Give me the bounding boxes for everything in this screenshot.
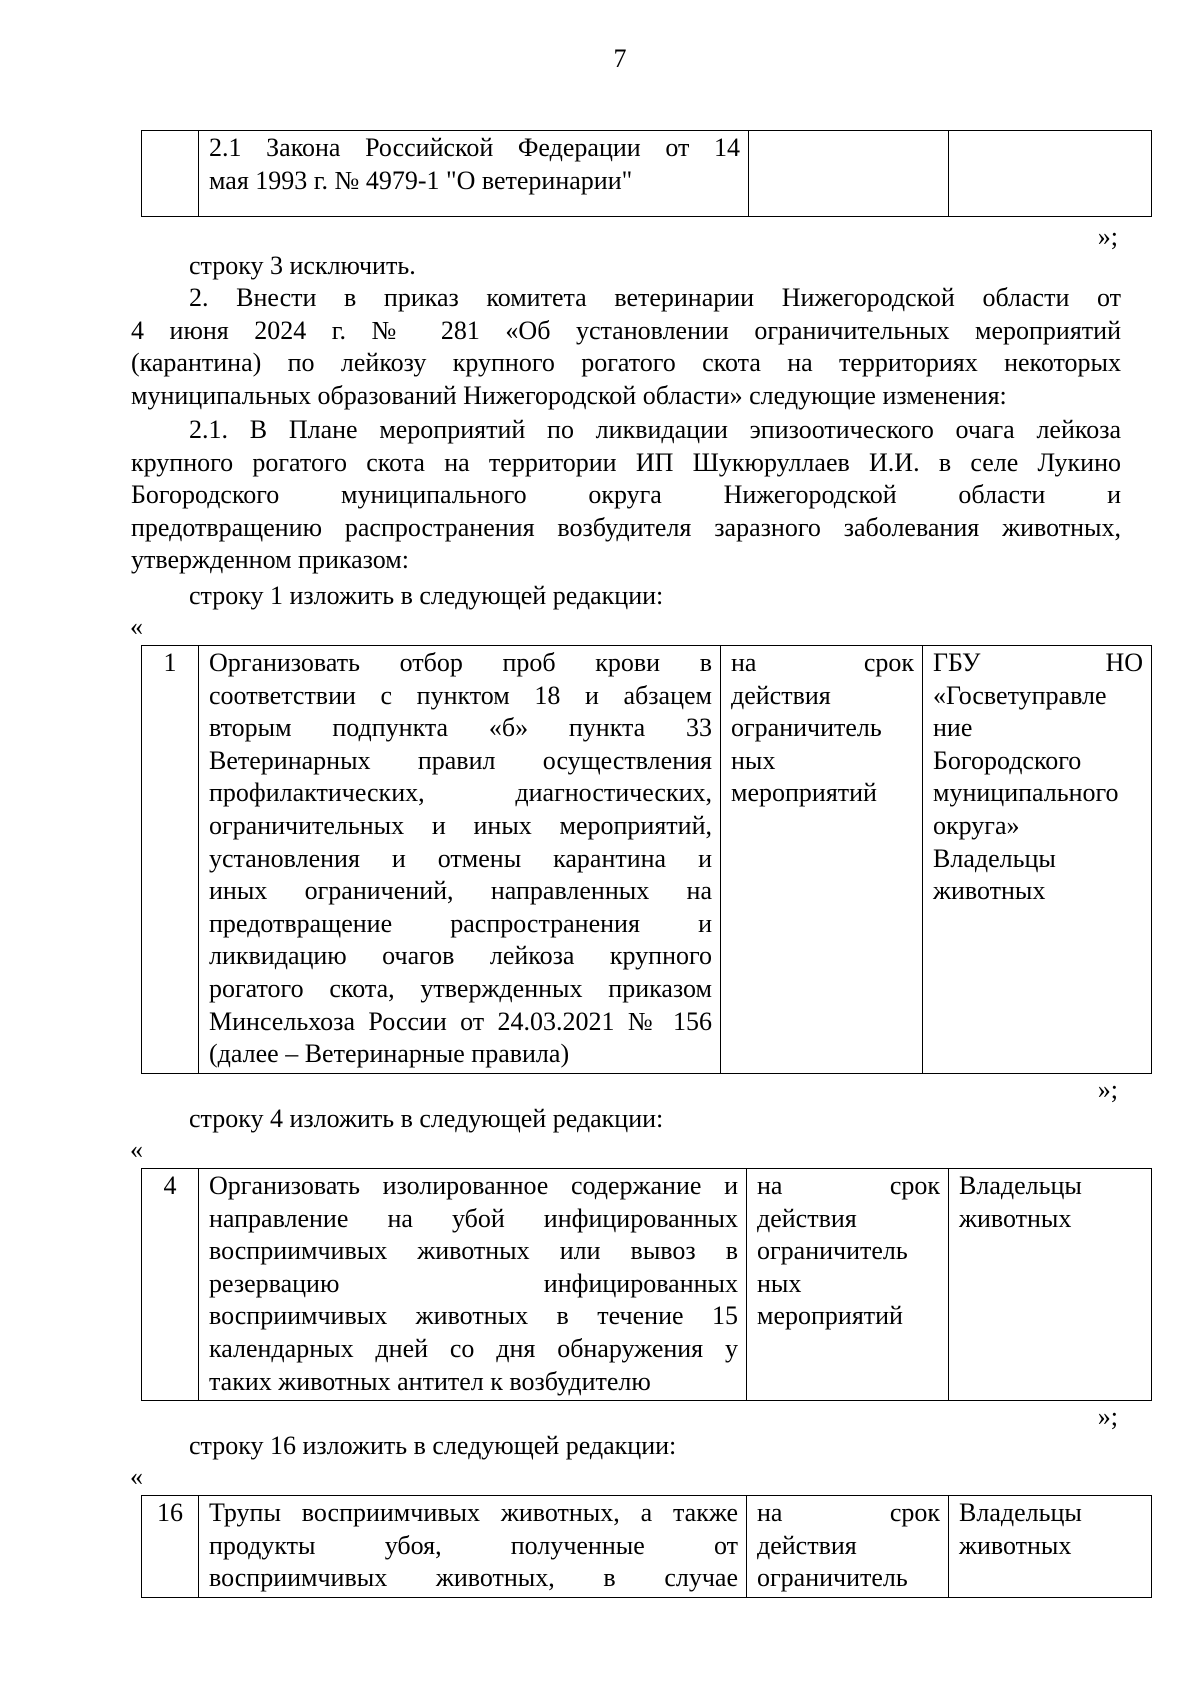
text-line: ных	[757, 1268, 802, 1298]
row-number-cell: 4	[142, 1169, 199, 1401]
text-line: иных ограничений, направленных на	[209, 876, 712, 906]
text-line: ликвидацию очагов лейкоза крупного	[209, 941, 712, 971]
text-line: резервацию инфицированных	[209, 1268, 738, 1298]
term-cell	[749, 131, 949, 217]
text-line: ограничительных и иных мероприятий,	[209, 810, 712, 840]
text-line: «Госветуправле	[933, 680, 1107, 710]
text-line: восприимчивых животных в течение 15	[209, 1301, 738, 1331]
text-line: Богородского	[933, 745, 1082, 775]
text-line: рогатого скота, утвержденных приказом	[209, 973, 712, 1003]
term-cell	[747, 1169, 949, 1401]
row4-table	[141, 1168, 1152, 1401]
text-line: Богородского муниципального округа Нижегородской области и	[131, 480, 1121, 509]
text-line: восприимчивых животных или вывоз в	[209, 1236, 738, 1266]
text-line: 2. Внести в приказ комитета ветеринарии Нижегородской области от	[189, 283, 1121, 312]
responsible-cell	[949, 131, 1152, 217]
text-line: Ветеринарных правил осуществления	[209, 745, 712, 775]
opening-quote: «	[130, 612, 143, 641]
text-line: на срок	[731, 648, 914, 677]
text-line: 4 июня 2024 г. № 281 «Об установлении ограничительных мероприятий	[131, 315, 1121, 345]
text-line: (карантина) по лейкозу крупного рогатого скота на территориях некоторых	[131, 348, 1121, 377]
opening-quote: «	[130, 1462, 143, 1491]
row1-intro: строку 1 изложить в следующей редакции:	[189, 581, 664, 610]
text-line: календарных дней со дня обнаружения у	[209, 1333, 738, 1363]
text-line: действия	[731, 680, 831, 710]
page-number: 7	[613, 44, 627, 73]
paragraph-2-1	[131, 414, 1121, 577]
row16-intro: строку 16 изложить в следующей редакции:	[189, 1431, 677, 1460]
text-line: вторым подпункта «б» пункта 33	[209, 713, 712, 743]
text-line: ограничитель	[731, 713, 882, 743]
text-line: Минсельхоза России от 24.03.2021 № 156	[209, 1006, 712, 1036]
text-line: ограничитель	[757, 1236, 908, 1266]
responsible-cell	[923, 646, 1152, 1074]
row16-table	[141, 1495, 1152, 1598]
table-row	[142, 131, 1152, 217]
text-line: животных	[933, 876, 1046, 906]
text-line: направление на убой инфицированных	[209, 1203, 738, 1233]
text-line: действия	[757, 1530, 857, 1560]
opening-quote: «	[130, 1135, 143, 1164]
paragraph-2	[131, 282, 1121, 412]
table-row	[142, 646, 1152, 1074]
closing-quote: »;	[1097, 1075, 1118, 1104]
text-line: установления и отмены карантина и	[209, 843, 712, 873]
responsible-cell	[949, 1169, 1152, 1401]
measure-cell	[199, 131, 749, 217]
row-number-cell: 16	[142, 1496, 199, 1598]
text-line: животных	[959, 1203, 1072, 1233]
closing-quote: »;	[1097, 1402, 1118, 1431]
row-number-cell	[142, 131, 199, 217]
text-line: мероприятий	[731, 778, 877, 808]
text-line: 2.1 Закона Российской Федерации от 14	[209, 133, 740, 162]
text-line: ГБУ НО	[933, 648, 1143, 677]
text-line: муниципальных образований Нижегородской области» следующие изменения:	[131, 380, 1007, 410]
closing-quote: »;	[1097, 222, 1118, 251]
text-line: мероприятий	[757, 1301, 903, 1331]
text-line: животных	[959, 1530, 1072, 1560]
text-line: Владельцы	[959, 1498, 1082, 1527]
responsible-cell	[949, 1496, 1152, 1598]
text-line: утвержденном приказом:	[131, 545, 409, 574]
top-table-fragment	[141, 130, 1152, 217]
text-line: Трупы восприимчивых животных, а также	[209, 1498, 738, 1527]
text-line: крупного рогатого скота на территории ИП Шукюруллаев И.И. в селе Лукино	[131, 447, 1121, 477]
text-line: 2.1. В Плане мероприятий по ликвидации эпизоотического очага лейкоза	[189, 415, 1121, 444]
table-row	[142, 1496, 1152, 1598]
row-number-cell: 1	[142, 646, 199, 1074]
text-line: на срок	[757, 1498, 940, 1527]
text-line: ние	[933, 713, 973, 743]
text-line: предотвращению распространения возбудителя заразного заболевания животных,	[131, 512, 1121, 542]
text-line: ограничитель	[757, 1563, 908, 1593]
text-line: муниципального	[933, 778, 1119, 808]
measure-cell	[199, 1169, 747, 1401]
row4-intro: строку 4 изложить в следующей редакции:	[189, 1104, 664, 1133]
text-line: действия	[757, 1203, 857, 1233]
text-line: (далее – Ветеринарные правила)	[209, 1039, 570, 1069]
text-line: продукты убоя, полученные от	[209, 1530, 738, 1560]
text-line: таких животных антител к возбудителю	[209, 1366, 651, 1396]
text-line: Владельцы	[959, 1171, 1082, 1200]
text-line: ных	[731, 745, 776, 775]
text-line: профилактических, диагностических,	[209, 778, 712, 808]
text-line: восприимчивых животных, в случае	[209, 1563, 738, 1593]
text-line: на срок	[757, 1171, 940, 1200]
text-line: предотвращение распространения и	[209, 908, 712, 938]
table-row	[142, 1169, 1152, 1401]
row1-table	[141, 645, 1152, 1074]
remove-row3-text: строку 3 исключить.	[189, 251, 416, 280]
measure-cell	[199, 1496, 747, 1598]
term-cell	[721, 646, 923, 1074]
measure-cell	[199, 646, 721, 1074]
text-line: мая 1993 г. № 4979-1 "О ветеринарии"	[209, 165, 633, 195]
text-line: Организовать изолированное содержание и	[209, 1171, 738, 1200]
text-line: округа»	[933, 810, 1020, 840]
text-line: соответствии с пунктом 18 и абзацем	[209, 680, 712, 710]
term-cell	[747, 1496, 949, 1598]
text-line: Организовать отбор проб крови в	[209, 648, 712, 677]
text-line: Владельцы	[933, 843, 1056, 873]
